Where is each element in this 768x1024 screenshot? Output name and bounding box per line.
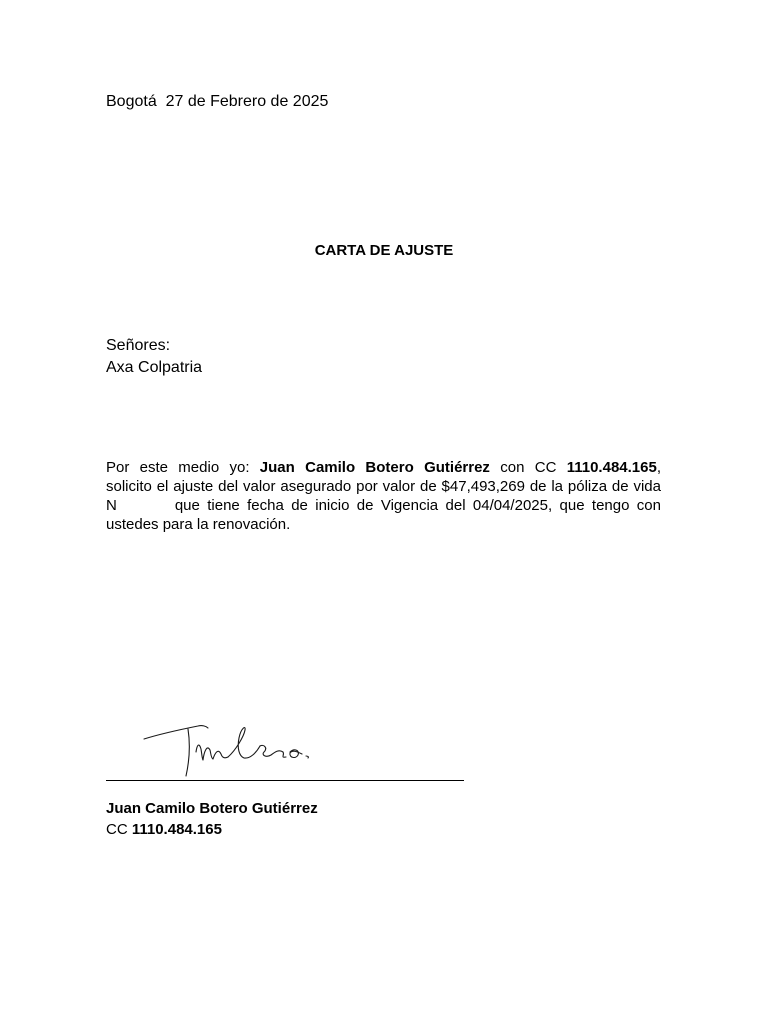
- signer-cc-label: CC: [106, 821, 132, 838]
- recipient-company: Axa Colpatria: [106, 359, 203, 376]
- body-comma: ,: [656, 459, 661, 476]
- letter-title: CARTA DE AJUSTE: [314, 242, 454, 259]
- body-cc-prefix: con CC: [489, 459, 567, 476]
- body-cc-number: 1110.484.165: [566, 459, 657, 476]
- signature-line: [106, 780, 464, 781]
- salutation: Señores:: [106, 337, 171, 354]
- letter-date: Bogotá 27 de Febrero de 2025: [106, 93, 329, 110]
- body-line-1: [106, 458, 661, 477]
- letter-body: [106, 458, 661, 534]
- body-line-4: ustedes para la renovación.: [106, 516, 291, 533]
- signature-text: Jmlbo: [140, 712, 143, 713]
- signer-id: [106, 821, 222, 838]
- body-name: Juan Camilo Botero Gutiérrez: [259, 459, 490, 476]
- policy-number-prefix: N: [106, 497, 117, 514]
- body-line-3: [106, 496, 661, 515]
- handwritten-signature: [140, 712, 350, 780]
- body-intro: Por este medio yo:: [106, 459, 260, 476]
- recipient-block: [106, 335, 202, 379]
- signer-name: Juan Camilo Botero Gutiérrez: [106, 800, 318, 817]
- body-line-2: solicito el ajuste del valor asegurado por valor de $47,493,269 de la póliza de vida: [106, 478, 661, 495]
- body-line-3-text: que tiene fecha de inicio de Vigencia del 04/04/2025, que tengo con: [174, 497, 661, 514]
- signer-cc-number: 1110.484.165: [131, 821, 222, 838]
